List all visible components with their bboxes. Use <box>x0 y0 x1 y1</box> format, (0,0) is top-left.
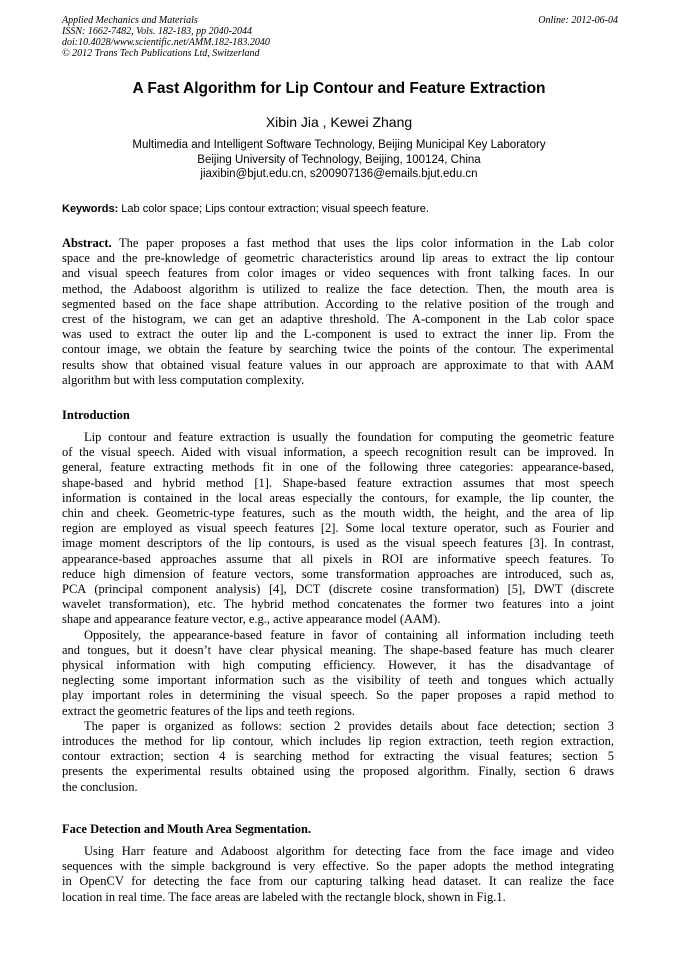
paper-title: A Fast Algorithm for Lip Contour and Feature Extraction <box>132 80 546 97</box>
abstract-line: and visual speech features from color images or video sequences with front talking faces. In our <box>62 266 614 281</box>
intro-line: PCA (principal component analysis) [4], DCT (discrete cosine transformation) [5], DWT (discrete <box>62 582 614 597</box>
abstract-line: space and the pre-knowledge of geometric characteristics around lip areas to extract the lip contour <box>62 251 614 266</box>
abstract-line: algorithm but with less computation complexity. <box>62 372 305 387</box>
intro-line: information is contained in the local areas especially the contours, for example, the lip counter, the <box>62 490 614 505</box>
journal-issn: ISSN: 1662-7482, Vols. 182-183, pp 2040-2044 <box>62 26 252 37</box>
intro-line: general, feature extracting methods fit in one of the following three categories: appearance-based, <box>62 460 614 475</box>
keywords-label: Keywords: <box>62 203 119 215</box>
intro-line: appearance-based approaches assume that all pixels in ROI are informative speech features. To <box>62 551 614 566</box>
intro-line: shape-based and hybrid method [1]. Shape-based feature extraction assumes that most speech <box>62 475 614 490</box>
intro-line: neglecting some important information such as the visibility of teeth and tongues which actually <box>62 673 614 688</box>
affiliation-line-2: Beijing University of Technology, Beijing, 100124, China <box>197 153 481 166</box>
face-detection-heading: Face Detection and Mouth Area Segmentation. <box>62 822 312 836</box>
intro-line: The paper is organized as follows: section 2 provides details about face detection; section 3 <box>84 718 614 733</box>
face-detection-line: sequences with the simple background is very effective. So the paper adopts the method integrating <box>62 859 614 874</box>
abstract-line: segmented based on the face shape attribution. According to the relative position of the trough and <box>62 296 614 311</box>
face-detection-line: location in real time. The face areas are labeled with the rectangle block, shown in Fig.1. <box>62 889 506 904</box>
face-detection-line: in OpenCV for detecting the face from our capturing talking head dataset. It can realize the face <box>62 874 614 889</box>
intro-line: introduces the method for lip contour, which includes lip region extraction, teeth region extraction, <box>62 734 614 749</box>
abstract-line: crest of the histogram, we can get an adaptive threshold. The A-component in the Lab color space <box>62 312 614 327</box>
intro-line: and tongues, but it doesn’t have clear physical meaning. The shape-based feature has much clearer <box>62 642 614 657</box>
journal-header <box>62 15 618 59</box>
affiliation-line-1: Multimedia and Intelligent Software Technology, Beijing Municipal Key Laboratory <box>132 139 546 151</box>
intro-line: extract the geometric features of the lips and teeth regions. <box>62 703 355 718</box>
affiliation <box>62 138 616 182</box>
abstract <box>62 236 614 388</box>
face-detection-line: Using Harr feature and Adaboost algorithm for detecting face from the face image and video <box>84 844 614 858</box>
author-emails[interactable]: jiaxibin@bjut.edu.cn, s200907136@emails.bjut.edu.cn <box>200 168 478 180</box>
journal-copyright: © 2012 Trans Tech Publications Ltd, Switzerland <box>62 48 260 59</box>
abstract-line: method, the Adaboost algorithm is utilized to realize the face detection. Then, the mouth area is <box>62 281 614 296</box>
paper-authors: Xibin Jia , Kewei Zhang <box>265 114 413 130</box>
online-date: Online: 2012-06-04 <box>538 15 618 26</box>
journal-doi[interactable]: doi:10.4028/www.scientific.net/AMM.182-183.2040 <box>62 37 270 48</box>
abstract-line: contour image, we obtain the feature by searching twice the points of the contour. The experimental <box>62 342 614 357</box>
intro-line: of the visual speech. Aided with visual information, a speech recognition result can be improved. In <box>62 445 614 460</box>
intro-line: Oppositely, the appearance-based feature in favor of containing all information including teeth <box>84 627 614 642</box>
abstract-line: results show that obtained visual feature values in our approach are approximate to that with AAM <box>62 357 614 372</box>
introduction-body <box>62 430 614 795</box>
intro-line: wavelet transformation), etc. The hybrid method concatenates the former two features into a joint <box>62 597 614 612</box>
abstract-line: Abstract. The paper proposes a fast method that uses the lips color information in the Lab color <box>62 236 614 250</box>
keywords <box>62 202 618 216</box>
intro-line: Lip contour and feature extraction is usually the foundation for computing the geometric feature <box>84 430 614 444</box>
journal-name: Applied Mechanics and Materials <box>62 15 198 26</box>
intro-line: shape and appearance feature vector, e.g., active appearance model (AAM). <box>62 612 441 627</box>
abstract-line: was used to extract the outer lip and the L-component is used to extract the inner lip. From the <box>62 327 614 342</box>
intro-line: region are employed as visual speech features [2]. Some local texture operator, such as Fourier and <box>62 521 614 536</box>
introduction-heading: Introduction <box>62 408 130 422</box>
face-detection-body <box>62 844 614 905</box>
abstract-label: Abstract. <box>62 236 112 250</box>
intro-line: reduce high dimension of feature vectors, some transformation approaches are introduced, such as, <box>62 566 614 581</box>
intro-line: play important roles in determining the visual speech. So the paper proposes a rapid method to <box>62 688 614 703</box>
intro-line: the conclusion. <box>62 779 138 794</box>
intro-line: contour extraction; section 4 is searching method for extracting the visual features; section 5 <box>62 749 614 764</box>
intro-line: image moment descriptors of the lip contours, is used as the visual speech features [3]. In contrast, <box>62 536 614 551</box>
keywords-text: Lab color space; Lips contour extraction; visual speech feature. <box>118 203 429 215</box>
intro-line: chin and cheek. Geometric-type features, such as the mouth width, the height, and the area of lip <box>62 506 614 521</box>
intro-line: presents the experimental results obtained using the proposed algorithm. Finally, section 6 draws <box>62 764 614 779</box>
intro-line: physical information with high computing efficiency. However, it has the disadvantage of <box>62 658 614 673</box>
